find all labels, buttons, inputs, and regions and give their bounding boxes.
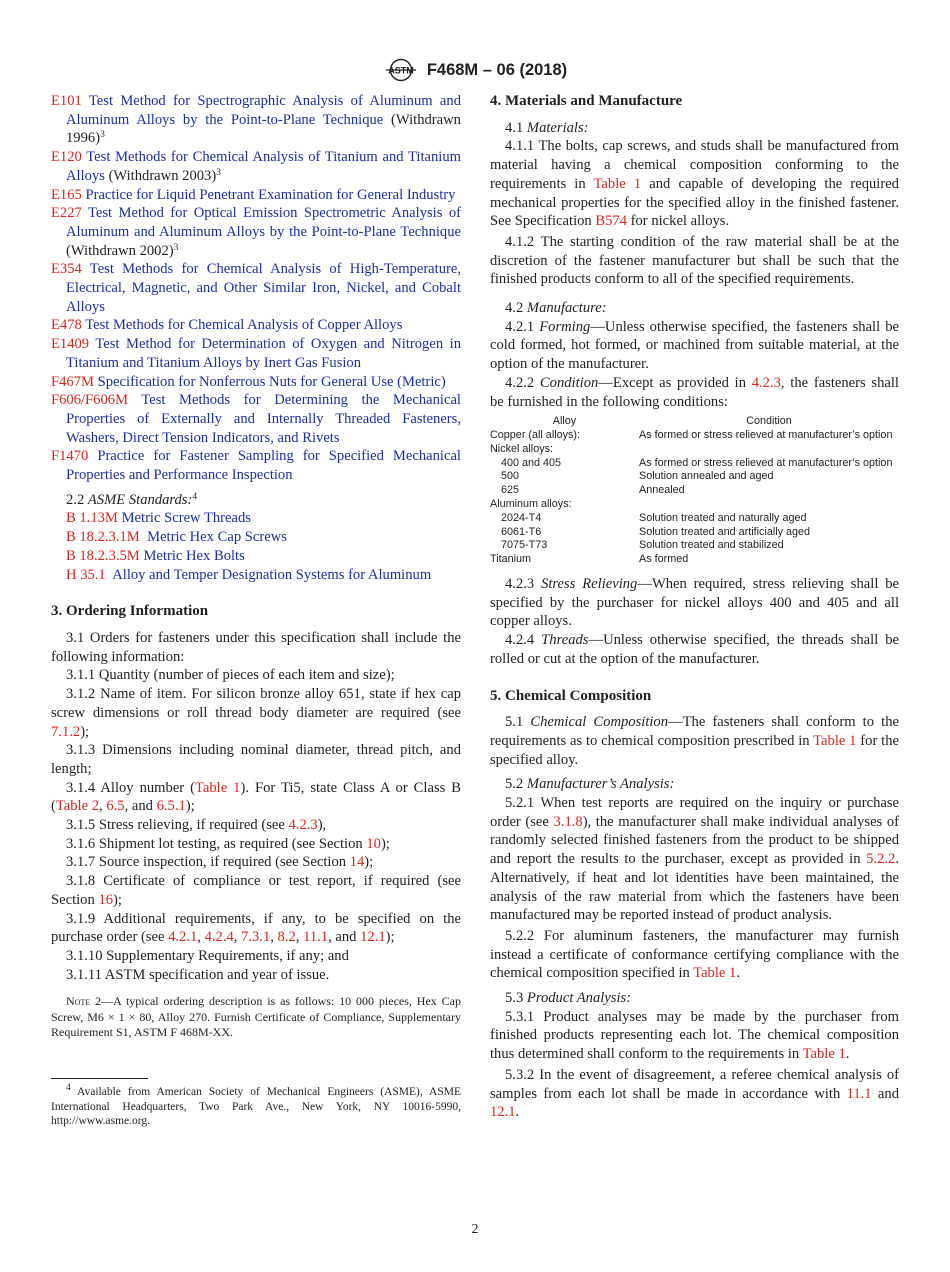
reference-item [51, 92, 461, 148]
paragraph-3-1-11: 3.1.11 ASTM specification and year of issue. [66, 966, 330, 983]
left-column [51, 92, 461, 1129]
table-row [490, 457, 899, 471]
alloy-condition-table [490, 415, 899, 567]
standard-code[interactable]: B 18.2.3.5M [66, 547, 140, 564]
paragraph-4-2-1: 4.2.1 Forming—Unless otherwise specified, the fasteners shall be cold formed, hot formed, or machined from suitable material, at the option of the manufacturer. [490, 318, 899, 373]
reference-title[interactable]: Practice for Liquid Penetrant Examination for General Industry [85, 186, 456, 203]
alloy-cell: 625 [501, 484, 520, 497]
reference-title[interactable]: Test Methods for Chemical Analysis of Copper Alloys [85, 317, 403, 334]
reference-title[interactable]: Practice for Fastener Sampling for Specified Mechanical Properties and Performance Inspection [66, 448, 461, 484]
alloy-cell: Nickel alloys: [490, 442, 553, 455]
paragraph-4-1-2: 4.1.2 The starting condition of the raw material shall be at the discretion of the fastener manufacturer but shall be such that the finished products conform to all of the specified requirements. [490, 233, 899, 288]
xref-link[interactable]: 4.2.3 [751, 374, 781, 391]
standard-title[interactable]: Alloy and Temper Designation Systems for Aluminum [112, 566, 432, 583]
paragraph-3-1-8: 3.1.8 Certificate of compliance or test report, if required (see Section 16); [51, 873, 461, 908]
xref-link[interactable]: 12.1 [360, 929, 386, 946]
standard-title[interactable]: Metric Hex Bolts [143, 547, 245, 564]
xref-link[interactable]: 5.2.2 [866, 851, 896, 868]
xref-link[interactable]: 7.1.2 [51, 723, 81, 740]
paragraph-5-2: 5.2 Manufacturer’s Analysis: [505, 776, 675, 793]
footnote-marker[interactable]: 3 [216, 167, 221, 178]
footnote-marker[interactable]: 4 [192, 491, 198, 502]
xref-link[interactable]: 14 [349, 854, 365, 871]
reference-status: (Withdrawn 1996) [66, 111, 461, 147]
xref-link[interactable]: 10 [366, 835, 381, 852]
xref-link[interactable]: Table 1 [802, 1046, 846, 1063]
reference-item [51, 335, 461, 372]
condition-cell [639, 443, 899, 457]
paragraph-5-1: 5.1 Chemical Composition—The fasteners shall conform to the requirements as to chemical composition prescribed in Table 1 for the specified alloy. [490, 714, 899, 768]
xref-link[interactable]: Table 1 [593, 175, 642, 192]
svg-text:ASTM: ASTM [388, 65, 414, 76]
xref-link[interactable]: 4.2.1 [168, 929, 198, 946]
paragraph-4-2: 4.2 Manufacture: [505, 300, 607, 317]
condition-cell: Annealed [639, 484, 685, 497]
xref-link[interactable]: 8.2 [277, 929, 296, 946]
reference-status: (Withdrawn 2003) [104, 167, 217, 184]
condition-cell [639, 498, 899, 512]
table-row [490, 512, 899, 526]
xref-link[interactable]: B574 [595, 213, 627, 230]
reference-item [51, 391, 461, 447]
reference-code[interactable]: E165 [51, 186, 82, 203]
reference-title[interactable]: Test Method for Determination of Oxygen and Nitrogen in Titanium and Titanium Alloys by Inert Gas Fusion [66, 336, 461, 371]
reference-title[interactable]: Test Methods for Determining the Mechanical Properties of Externally and Internally Threaded Fasteners, Washers, Direct Tension Indicators, and Rivets [66, 392, 461, 446]
paragraph-5-3-2: 5.3.2 In the event of disagreement, a referee chemical analysis of samples from each lot shall be made in accordance with 11.1 and 12.1. [490, 1066, 899, 1121]
reference-item [51, 186, 461, 205]
asme-item [51, 509, 461, 528]
reference-item [51, 260, 461, 316]
alloy-cell: 6061-T6 [501, 525, 542, 538]
condition-cell: As formed or stress relieved at manufacturer’s option [639, 429, 893, 442]
xref-link[interactable]: 6.5 [106, 798, 125, 815]
xref-link[interactable]: 11.1 [846, 1085, 872, 1102]
condition-cell: Solution annealed and aged [639, 470, 774, 483]
section-number: 2.2 [66, 491, 85, 508]
paragraph-5-2-2: 5.2.2 For aluminum fasteners, the manufacturer may furnish instead a certificate of conformance certifying compliance with the chemical composition specified in Table 1. [490, 927, 899, 982]
reference-code[interactable]: E120 [51, 149, 82, 166]
xref-link[interactable]: 4.2.3 [288, 817, 318, 834]
column-header-alloy: Alloy [552, 415, 577, 428]
reference-code[interactable]: F606/F606M [51, 392, 129, 409]
section-title: ASME Standards: [87, 491, 193, 508]
xref-link[interactable]: Table 1 [693, 965, 737, 982]
paragraph-3-1-4: 3.1.4 Alloy number (Table 1). For Ti5, state Class A or Class B (Table 2, 6.5, and 6.5.1); [51, 779, 462, 815]
footnote-4: $^4$ Available from American Society of Mechanical Engineers (ASME), ASME International Headquarters, Two Park Ave., New York, NY 10016-5990, http://www.asme.org. [51, 1082, 461, 1128]
asme-item [51, 528, 461, 547]
xref-link[interactable]: 12.1 [490, 1104, 516, 1121]
standard-title[interactable]: Metric Hex Cap Screws [147, 529, 287, 546]
xref-link[interactable]: 16 [98, 891, 114, 908]
paragraph-3-1-5: 3.1.5 Stress relieving, if required (see 4.2.3), [66, 817, 327, 834]
page-number: 2 [471, 1222, 479, 1237]
alloy-cell: 400 and 405 [501, 456, 562, 469]
alloy-cell: Aluminum alloys: [490, 498, 572, 511]
condition-cell: As formed [639, 553, 689, 566]
table-row [490, 470, 899, 484]
footnote-marker[interactable]: 3 [100, 130, 105, 141]
asme-item [51, 547, 461, 566]
paragraph-3-1-7: 3.1.7 Source inspection, if required (see Section 14); [66, 854, 374, 871]
standard-title[interactable]: Metric Screw Threads [121, 510, 251, 527]
note-2: Note 2—A typical ordering description is as follows: 10 000 pieces, Hex Cap Screw, M6 × 1 × 80, Alloy 270. Furnish Certificate of Compliance, Supplementary Requirement S1, ASTM F 468M-XX. [51, 994, 461, 1039]
xref-link[interactable]: 7.3.1 [241, 929, 271, 946]
alloy-cell: 2024-T4 [501, 511, 542, 524]
note-label: Note 2 [66, 994, 102, 1009]
standard-code[interactable]: B 18.2.3.1M [66, 529, 140, 546]
alloy-cell: 7075-T73 [501, 539, 548, 552]
reference-item [51, 204, 461, 260]
table-row [490, 484, 899, 498]
table-row [490, 539, 899, 553]
standard-code[interactable]: B 1.13M [66, 510, 118, 527]
paragraph-4-2-3: 4.2.3 Stress Relieving—When required, stress relieving shall be specified by the purchaser for nickel alloys 400 and 405 and all copper alloys. [490, 576, 900, 630]
document-designation: F468M – 06 (2018) [426, 60, 568, 79]
xref-link[interactable]: 6.5.1 [156, 798, 186, 815]
table-row [490, 443, 899, 457]
reference-item [51, 148, 461, 185]
paragraph-3-1-6: 3.1.6 Shipment lot testing, as required (see Section 10); [66, 835, 390, 852]
paragraph-5-3-1: 5.3.1 Product analyses may be made by the purchaser from finished products representing each lot. The chemical composition thus determined shall conform to the requirements in Table 1. [490, 1008, 899, 1063]
reference-item [51, 316, 461, 335]
paragraph-5-2-1: 5.2.1 When test reports are required on the inquiry or purchase order (see 3.1.8), the manufacturer shall make individual analyses of randomly selected finished fasteners from the product to be shipped and report the results to the purchaser, except as provided in 5.2.2. Alternatively, if heat and lot identities have been maintained, the analysis of the raw material from which the fasteners have been manufactured may be reported instead of product analysis. [490, 795, 899, 924]
xref-link[interactable]: Table 1 [195, 779, 241, 796]
footnote-number: 4 [66, 1082, 71, 1093]
paragraph-4-1: 4.1 Materials: [505, 119, 589, 136]
table-row [490, 429, 899, 443]
paragraph-3-1-2: 3.1.2 Name of item. For silicon bronze alloy 651, state if hex cap screw dimensions or roll thread body diameter are required (see 7.1.2); [51, 686, 461, 740]
reference-title[interactable]: Test Methods for Chemical Analysis of Titanium and Titanium Alloys [66, 149, 461, 184]
reference-code[interactable]: E1409 [51, 336, 90, 353]
standard-code[interactable]: H 35.1 [66, 566, 106, 583]
alloy-cell: 500 [501, 470, 520, 483]
table-row [490, 498, 899, 512]
reference-code[interactable]: F1470 [51, 448, 89, 465]
astm-logo-icon [383, 58, 419, 82]
asme-standards-heading [51, 491, 461, 510]
xref-link[interactable]: 11.1 [303, 929, 329, 946]
reference-item [51, 447, 461, 484]
paragraph-4-2-4: 4.2.4 Threads—Unless otherwise specified, the threads shall be rolled or cut at the option of the manufacturer. [490, 632, 900, 667]
paragraph-3-1-9: 3.1.9 Additional requirements, if any, to be specified on the purchase order (see 4.2.1, 4.2.4, 7.3.1, 8.2, 11.1, and 12.1); [51, 910, 461, 946]
reference-title[interactable]: Test Method for Spectrographic Analysis of Aluminum and Aluminum Alloys by the Point-to-Plane Technique [66, 93, 461, 128]
paragraph-5-3: 5.3 Product Analysis: [505, 990, 632, 1007]
right-column [490, 92, 899, 1122]
reference-code[interactable]: F467M [51, 373, 94, 390]
section-heading-ordering: 3. Ordering Information [51, 603, 209, 620]
reference-code[interactable]: E354 [51, 261, 82, 278]
reference-title[interactable]: Test Methods for Chemical Analysis of High-Temperature, Electrical, Magnetic, and Other Similar Iron, Nickel, and Cobalt Alloys [66, 261, 461, 315]
paragraph-4-1-1: 4.1.1 The bolts, cap screws, and studs shall be manufactured from material having a chemical composition conforming to the requirements in Table 1 and capable of developing the required mechanical properties for the specified alloy in the finished fastener. See Specification B574 for nickel alloys. [490, 138, 899, 230]
reference-item [51, 373, 461, 392]
reference-title[interactable]: Test Method for Optical Emission Spectrometric Analysis of Aluminum and Aluminum Alloys by the Point-to-Plane Technique [66, 205, 461, 240]
asme-item [51, 566, 461, 585]
page-header [0, 58, 950, 82]
paragraph-4-2-2: 4.2.2 Condition—Except as provided in 4.2.3, the fasteners shall be furnished in the following conditions: [490, 374, 899, 410]
reference-code[interactable]: E101 [51, 93, 82, 109]
section-heading-materials: 4. Materials and Manufacture [490, 93, 683, 109]
footnote-marker[interactable]: 3 [173, 242, 179, 253]
condition-cell: Solution treated and naturally aged [639, 511, 807, 524]
table-header-row [490, 415, 899, 429]
reference-title[interactable]: Specification for Nonferrous Nuts for General Use (Metric) [97, 373, 446, 390]
condition-cell: Solution treated and artificially aged [639, 525, 811, 538]
table-row [490, 526, 899, 540]
alloy-cell: Titanium [490, 553, 531, 566]
reference-status: (Withdrawn 2002) [66, 242, 174, 259]
paragraph-3-1-1: 3.1.1 Quantity (number of pieces of each item and size); [66, 667, 395, 684]
paragraph-3-1-10: 3.1.10 Supplementary Requirements, if any; and [66, 947, 349, 964]
alloy-cell: Copper (all alloys): [490, 429, 581, 442]
column-header-condition: Condition [746, 415, 792, 428]
xref-link[interactable]: Table 2 [55, 798, 100, 815]
reference-code[interactable]: E478 [51, 317, 82, 334]
table-row [490, 553, 899, 567]
condition-cell: As formed or stress relieved at manufacturer’s option [639, 456, 893, 469]
paragraph-3-1: 3.1 Orders for fasteners under this specification shall include the following information: [51, 629, 461, 665]
xref-link[interactable]: Table 1 [813, 732, 857, 749]
paragraph-3-1-3: 3.1.3 Dimensions including nominal diameter, thread pitch, and length; [51, 742, 461, 777]
condition-cell: Solution treated and stabilized [639, 539, 784, 552]
xref-link[interactable]: 4.2.4 [204, 929, 234, 946]
asme-standards-list [51, 509, 461, 584]
xref-link[interactable]: 3.1.8 [553, 813, 583, 830]
section-heading-chemical: 5. Chemical Composition [490, 687, 652, 704]
referenced-documents-list [51, 92, 461, 485]
reference-code[interactable]: E227 [51, 205, 82, 222]
